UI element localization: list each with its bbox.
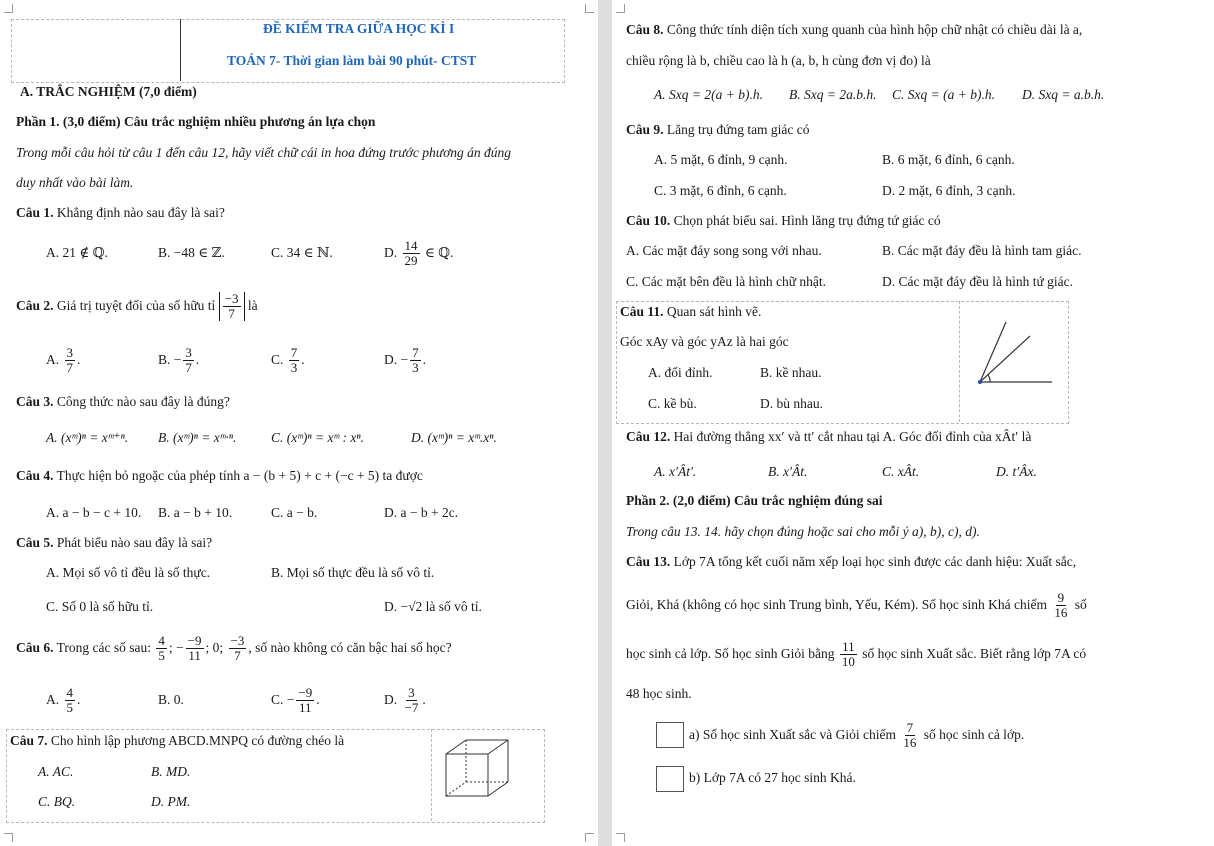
question-8-line-2: chiều rộng là b, chiều cao là h (a, b, h cùng đơn vị đo) là: [626, 53, 931, 68]
q4-option-d[interactable]: D. a − b + 2c.: [384, 505, 459, 520]
q11-option-c[interactable]: C. kề bù.: [648, 396, 697, 411]
exam-subtitle: TOÁN 7- Thời gian làm bài 90 phút- CTST: [227, 53, 477, 68]
q6-option-b[interactable]: B. 0.: [158, 692, 184, 707]
corner-mark: [585, 4, 594, 13]
q8-option-d[interactable]: D. Sxq = a.b.h.: [1022, 87, 1105, 102]
q3-option-a[interactable]: A. (xᵐ)ⁿ = xᵐ⁺ⁿ.: [46, 430, 129, 445]
q9-option-d[interactable]: D. 2 mặt, 6 đỉnh, 3 cạnh.: [882, 183, 1016, 198]
q11-divider: [959, 301, 961, 422]
vertex-a-dot: [978, 380, 982, 384]
corner-mark: [616, 833, 625, 842]
corner-mark: [4, 833, 13, 842]
q7-option-c[interactable]: C. BQ.: [38, 794, 76, 809]
q13-statement-b: b) Lớp 7A có 27 học sinh Khá.: [689, 770, 856, 785]
q5-option-b[interactable]: B. Mọi số thực đều là số vô tỉ.: [271, 565, 435, 580]
q10-option-d[interactable]: D. Các mặt đáy đều là hình tứ giác.: [882, 274, 1074, 289]
question-2: Câu 2. Giá trị tuyệt đối của số hữu tỉ $\frac{-3}{7}$ là: [16, 291, 258, 322]
page-gap: [598, 0, 612, 846]
section-a-heading: A. TRẮC NGHIỆM (7,0 điểm): [20, 84, 197, 99]
q7-option-a[interactable]: A. AC.: [38, 764, 74, 779]
q5-option-c[interactable]: C. Số 0 là số hữu tỉ.: [46, 599, 154, 614]
q3-option-c[interactable]: C. (xᵐ)ⁿ = xᵐ : xⁿ.: [271, 430, 364, 445]
question-8: Câu 8. Công thức tính diện tích xung quanh của hình hộp chữ nhật có chiều dài là a,: [626, 22, 1083, 37]
corner-mark: [4, 4, 13, 13]
q8-option-a[interactable]: A. Sxq = 2(a + b).h.: [654, 87, 763, 102]
q11-option-b[interactable]: B. kề nhau.: [760, 365, 822, 380]
right-page: [612, 0, 1214, 846]
q4-option-b[interactable]: B. a − b + 10.: [158, 505, 233, 520]
question-5: Câu 5. Phát biểu nào sau đây là sai?: [16, 535, 213, 550]
question-7: Câu 7. Cho hình lập phương ABCD.MNPQ có đường chéo là: [10, 733, 345, 748]
q12-option-d[interactable]: D. t′Âx.: [996, 464, 1037, 479]
q8-option-c[interactable]: C. Sxq = (a + b).h.: [892, 87, 995, 102]
question-10: Câu 10. Chọn phát biểu sai. Hình lăng trụ đứng tứ giác có: [626, 213, 941, 228]
q6-option-a[interactable]: A. $\frac{4}{5}$ .: [46, 685, 81, 716]
angle-figure: [970, 308, 1060, 398]
part1-heading: Phần 1. (3,0 điểm) Câu trắc nghiệm nhiều phương án lựa chọn: [16, 114, 376, 129]
q2-option-b[interactable]: B. − $\frac{3}{7}$ .: [158, 345, 200, 376]
header-divider: [180, 19, 181, 81]
question-6: Câu 6. Trong các số sau: $\frac{4}{5}$ ; − $\frac{-9}{11}$ ; 0; $\frac{-3}{7}$ , số nào không có căn bậc hai số học?: [16, 633, 452, 664]
question-12: Câu 12. Hai đường thẳng xx′ và tt′ cắt nhau tại A. Góc đối đỉnh của xÂt′ là: [626, 429, 1032, 444]
q10-option-b[interactable]: B. Các mặt đáy đều là hình tam giác.: [882, 243, 1082, 258]
q12-option-a[interactable]: A. x′Ât′.: [654, 464, 697, 479]
part1-instruction-2: duy nhất vào bài làm.: [16, 175, 134, 190]
q9-option-b[interactable]: B. 6 mặt, 6 đỉnh, 6 cạnh.: [882, 152, 1015, 167]
q12-option-c[interactable]: C. xÂt.: [882, 464, 920, 479]
q2-option-d[interactable]: D. − $\frac{7}{3}$ .: [384, 345, 426, 376]
q12-option-b[interactable]: B. x′Ât.: [768, 464, 808, 479]
part2-heading: Phần 2. (2,0 điểm) Câu trắc nghiệm đúng sai: [626, 493, 883, 508]
part1-instruction: Trong mỗi câu hỏi từ câu 1 đến câu 12, hãy viết chữ cái in hoa đứng trước phương án đúng: [16, 145, 512, 160]
q1-option-b[interactable]: B. −48 ∈ ℤ.: [158, 245, 225, 260]
q9-option-c[interactable]: C. 3 mặt, 6 đỉnh, 6 cạnh.: [654, 183, 787, 198]
q2-option-a[interactable]: A. $\frac{3}{7}$ .: [46, 345, 81, 376]
q13b-checkbox[interactable]: [656, 766, 684, 792]
q7-option-b[interactable]: B. MD.: [151, 764, 191, 779]
question-11: Câu 11. Quan sát hình vẽ.: [620, 304, 762, 319]
question-3: Câu 3. Công thức nào sau đây là đúng?: [16, 394, 230, 409]
cube-figure: [438, 732, 518, 802]
question-13-line-3: học sinh cả lớp. Số học sinh Giỏi bằng $\frac{11}{10}$ số học sinh Xuất sắc. Biết rằng lớp 7A có: [626, 639, 1087, 670]
question-9: Câu 9. Lăng trụ đứng tam giác có: [626, 122, 810, 137]
q13a-checkbox[interactable]: [656, 722, 684, 748]
q10-option-a[interactable]: A. Các mặt đáy song song với nhau.: [626, 243, 822, 258]
q4-option-c[interactable]: C. a − b.: [271, 505, 318, 520]
left-page: [0, 0, 598, 846]
q7-option-d[interactable]: D. PM.: [151, 794, 191, 809]
part2-instruction: Trong câu 13. 14. hãy chọn đúng hoặc sai cho mỗi ý a), b), c), d).: [626, 524, 980, 539]
q1-option-c[interactable]: C. 34 ∈ ℕ.: [271, 245, 333, 260]
q3-option-d[interactable]: D. (xᵐ)ⁿ = xᵐ.xⁿ.: [411, 430, 497, 445]
question-13-line-4: 48 học sinh.: [626, 686, 692, 701]
q11-option-a[interactable]: A. đối đỉnh.: [648, 365, 713, 380]
q9-option-a[interactable]: A. 5 mặt, 6 đỉnh, 9 cạnh.: [654, 152, 788, 167]
q6-option-d[interactable]: D. $\frac{3}{-7}$ .: [384, 685, 426, 716]
q7-divider: [431, 729, 433, 821]
q1-option-d[interactable]: D. $\frac{14}{29}$ ∈ ℚ.: [384, 238, 454, 269]
corner-mark: [585, 833, 594, 842]
q3-option-b[interactable]: B. (xᵐ)ⁿ = xᵐ·ⁿ.: [158, 430, 237, 445]
q2-option-c[interactable]: C. $\frac{7}{3}$ .: [271, 345, 305, 376]
q13-statement-a: a) Số học sinh Xuất sắc và Giỏi chiếm $\frac{7}{16}$ số học sinh cả lớp.: [689, 720, 1025, 751]
question-11-line-2: Góc xAy và góc yAz là hai góc: [620, 334, 789, 349]
q11-option-d[interactable]: D. bù nhau.: [760, 396, 823, 411]
question-4: Câu 4. Thực hiện bỏ ngoặc của phép tính a − (b + 5) + c + (−c + 5) ta được: [16, 468, 423, 483]
q8-option-b[interactable]: B. Sxq = 2a.b.h.: [789, 87, 877, 102]
q4-option-a[interactable]: A. a − b − c + 10.: [46, 505, 142, 520]
question-13: Câu 13. Lớp 7A tổng kết cuối năm xếp loại học sinh được các danh hiệu: Xuất sắc,: [626, 554, 1077, 569]
question-13-line-2: Giỏi, Khá (không có học sinh Trung bình, Yếu, Kém). Số học sinh Khá chiếm $\frac{9}{16}$ số: [626, 590, 1087, 621]
q5-option-d[interactable]: D. −√2 là số vô tỉ.: [384, 599, 482, 614]
exam-title: ĐỀ KIỂM TRA GIỮA HỌC KÌ I: [263, 21, 455, 36]
q10-option-c[interactable]: C. Các mặt bên đều là hình chữ nhật.: [626, 274, 827, 289]
q6-option-c[interactable]: C. − $\frac{-9}{11}$ .: [271, 685, 320, 716]
corner-mark: [616, 4, 625, 13]
q5-option-a[interactable]: A. Mọi số vô tỉ đều là số thực.: [46, 565, 211, 580]
question-1: Câu 1. Khẳng định nào sau đây là sai?: [16, 205, 225, 220]
q1-option-a[interactable]: A. 21 ∉ ℚ.: [46, 245, 108, 260]
